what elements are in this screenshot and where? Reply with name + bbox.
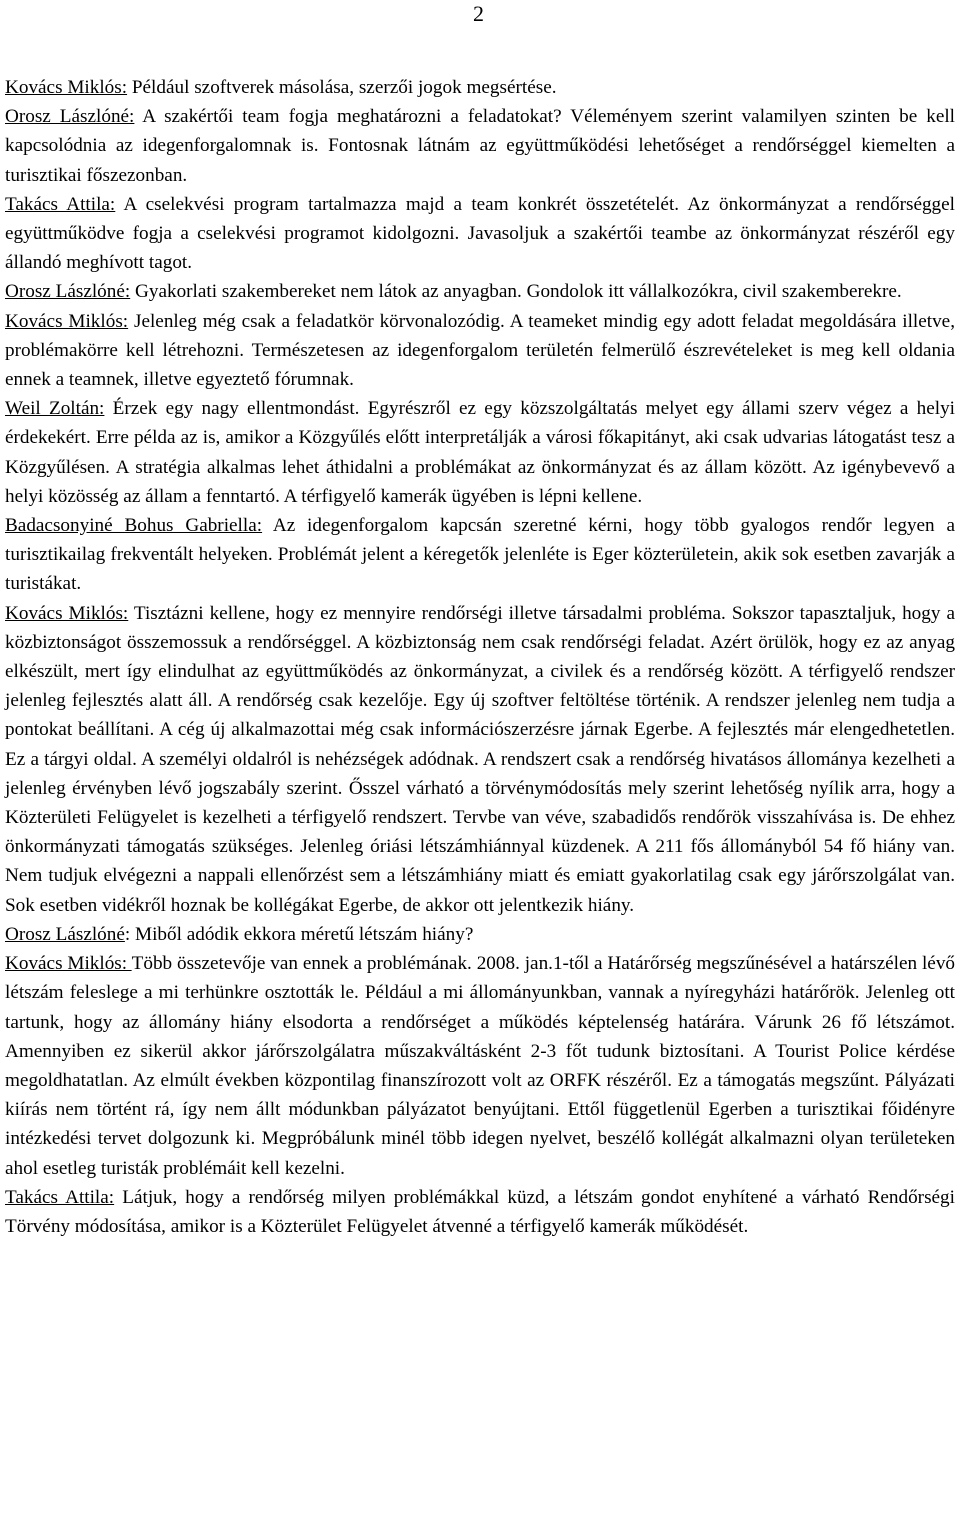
speaker-name: Orosz Lászlóné xyxy=(5,923,125,945)
speaker-name: Takács Attila: xyxy=(5,193,116,215)
paragraph-text: Gyakorlati szakembereket nem látok az anyagban. Gondolok itt vállalkozókra, civil szakemberekre. xyxy=(130,281,902,303)
page-number: 2 xyxy=(473,1,484,26)
paragraph-text: A cselekvési program tartalmazza majd a team konkrét összetételét. Az önkormányzat a rendőrséggel együttműködve fogja a cselekvési programot kidolgozni. Javasoljuk a szakértői teambe az önkormányzat részéről egy állandó meghívott tagot. xyxy=(5,193,956,274)
speaker-name: Badacsonyiné Bohus Gabriella: xyxy=(5,515,263,537)
paragraph-orosz-2 xyxy=(5,277,955,306)
paragraph-kovacs-1 xyxy=(5,73,955,102)
paragraph-text: : Miből adódik ekkora méretű létszám hiány? xyxy=(124,923,474,945)
paragraph-text: Érzek egy nagy ellentmondást. Egyrészről ez egy közszolgáltatás melyet egy állami szerv végez a helyi érdekekért. Erre példa az is, amikor a Közgyűlés előtt interpretálják a városi főkapitányt, aki csak udvarias látogatást tesz a Közgyűlésen. A stratégia alkalmas lehet áthidalni a problémákat az önkormányzat és az állam között. Az igénybevevő a helyi közösség az állam a fenntartó. A térfigyelő kamerák ügyében is lépni kellene. xyxy=(5,398,955,507)
paragraph-takacs-2 xyxy=(5,1183,955,1241)
speaker-name: Orosz Lászlóné: xyxy=(5,106,135,128)
speaker-name: Kovács Miklós: xyxy=(5,77,128,98)
paragraph-weil-1 xyxy=(5,394,955,511)
paragraph-kovacs-2 xyxy=(5,307,955,395)
paragraph-text: Látjuk, hogy a rendőrség milyen problémákkal küzd, a létszám gondot enyhítené a várható Rendőrségi Törvény módosítása, amikor is a Közterület Felügyelet átvenné a térfigyelő kamerák működését. xyxy=(5,1186,955,1237)
paragraph-text: Több összetevője van ennek a problémának. 2008. jan.1-től a Határőrség megszűnésével a határszélen lévő létszám feleslege a mi terhünkre osztották le. Például a mi állományunkban, vannak a nyíregyházi határőrök. Jelenleg ott tartunk, hogy az állomány hiány elsodorta a rendőrséget a működés képtelenség határára. Várunk 26 fő létszámot. Amennyiben ez sikerül akkor járőrszolgálatra műszakváltásként 2-3 főt tudunk biztosítani. A Tourist Police kérdése megoldhatatlan. Az elmúlt években központilag finanszírozott volt az ORFK részéről. Ez a támogatás megszűnt. Pályázati kiírás nem történt rá, így nem állt módunkban pályázatot benyújtani. Ettől függetlenül Egerben a turisztikai főidényre intézkedési tervet dolgozunk ki. Megpróbálunk minél több idegen nyelvet, beszélő kollégát alkalmazni olyan területeken ahol esetleg turisták problémáit kell kezelni. xyxy=(5,953,956,1179)
speaker-name: Kovács Miklós: xyxy=(5,953,132,975)
paragraph-kovacs-4 xyxy=(5,949,955,1183)
speaker-name: Kovács Miklós: xyxy=(5,602,129,624)
document-body xyxy=(5,73,955,1241)
paragraph-orosz-1 xyxy=(5,102,955,190)
paragraph-takacs-1 xyxy=(5,190,955,278)
paragraph-orosz-3 xyxy=(5,920,955,949)
paragraph-text: Az idegenforgalom kapcsán szeretné kérni, hogy több gyalogos rendőr legyen a turisztikailag frekventált helyeken. Problémát jelent a kéregetők jelenléte is Eger közterületein, akik sok esetben zavarják a turistákat. xyxy=(5,515,956,595)
speaker-name: Weil Zoltán: xyxy=(5,398,105,420)
paragraph-text: Például szoftverek másolása, szerzői jogok megsértése. xyxy=(127,77,557,98)
speaker-name: Takács Attila: xyxy=(5,1186,115,1208)
paragraph-text: A szakértői team fogja meghatározni a feladatokat? Véleményem szerint valamilyen szinten be kell kapcsolódnia az idegenforgalomnak is. Fontosnak látnám az együttműködési lehetőséget a rendőrséggel kiemelten a turisztikai főszezonban. xyxy=(5,106,955,186)
speaker-name: Kovács Miklós: xyxy=(5,310,129,332)
speaker-name: Orosz Lászlóné: xyxy=(5,281,131,303)
paragraph-text: Tisztázni kellene, hogy ez mennyire rendőrségi illetve társadalmi probléma. Sokszor tapasztaljuk, hogy a közbiztonságot összemossuk a rendőrséggel. A közbiztonság nem csak rendőrségi feladat. Azért örülök, hogy ez az anyag elkészült, mert így elindulhat az együttműködés az önkormányzat, a civilek és a rendőrség között. A térfigyelő rendszer jelenleg fejlesztés alatt áll. A rendőrség csak kezelője. Egy új szoftver feltöltése történik. A rendszer jelenleg nem tudja a pontokat beállítani. A cég új alkalmazottai még csak információszerzésre járnak Egerbe. A fejlesztés már elengedhetetlen. Ez a tárgyi oldal. A személyi oldalról is nehézségek adódnak. A rendszert csak a rendőrség hivatásos állománya kezelheti a jelenleg érvényben lévő jogszabály szerint. Ősszel várható a törvénymódosítás mely szerint lehetőség nyílik arra, hogy a Közterületi Felügyelet is kezelheti a térfigyelő rendszert. Tervbe van véve, szabadidős rendőrök visszahívása is. De ehhez önkormányzati támogatás szükséges. Jelenleg óriási létszámhiánnyal küzdenek. A 211 fős állományból 54 fő hiány van. Nem tudjuk elvégezni a nappali ellenőrzést sem a létszámhiány miatt és emiatt gyakorlatilag csak egy járőrszolgálat van. Sok esetben vidékről hoznak be kollégákat Egerbe, de akkor ott jelentkezik hiány. xyxy=(5,602,955,916)
paragraph-badacsonyine-1 xyxy=(5,511,955,599)
paragraph-text: Jelenleg még csak a feladatkör körvonalozódig. A teameket mindig egy adott feladat megoldására illetve, problémakörre kell létrehozni. Természetesen az idegenforgalom területén felmerülő észrevételeket is meg kell oldania ennek a teamnek, illetve egyeztető fórumnak. xyxy=(5,310,955,391)
paragraph-kovacs-3 xyxy=(5,599,955,920)
